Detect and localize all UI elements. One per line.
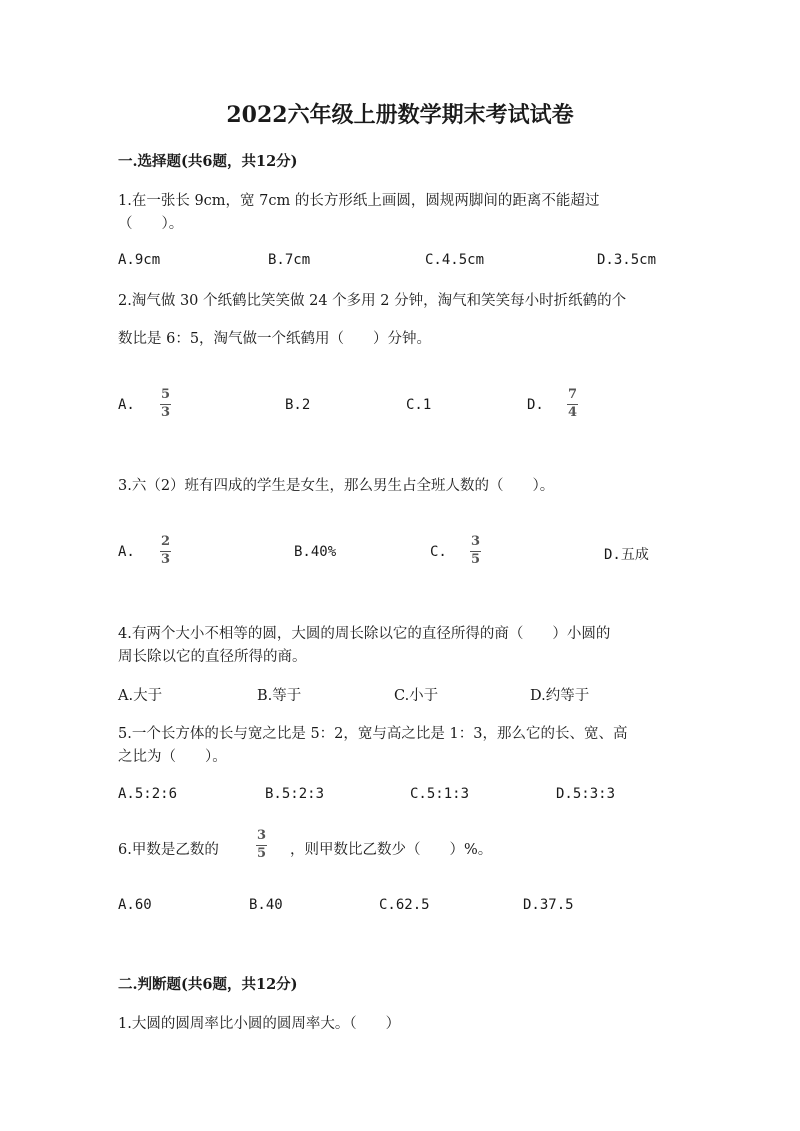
fraction-numerator: 3 [256, 828, 267, 843]
q5-option-b: B.5:2:3 [265, 786, 325, 802]
question-2-text-cont: 数比是 6：5，淘气做一个纸鹤用（ ）分钟。 [118, 331, 432, 347]
judgment-question-1-text: 1.大圆的圆周率比小圆的圆周率大。（ ） [118, 1016, 401, 1032]
q5-option-d: D.5:3:3 [556, 786, 616, 802]
fraction-numerator: 2 [160, 534, 171, 549]
question-6-text-cont: ，则甲数比乙数少（ ）%。 [290, 842, 493, 858]
q3-option-c-fraction [470, 535, 481, 567]
question-1-text-cont: （ ）。 [118, 216, 184, 232]
q3-option-a-fraction [160, 535, 171, 567]
fraction-numerator: 3 [470, 534, 481, 549]
q1-option-c: C.4.5cm [425, 252, 485, 268]
q4-option-a: A.大于 [118, 688, 163, 704]
section-heading: 一.选择题(共6题，共12分) [118, 153, 298, 170]
q4-option-c: C.小于 [394, 688, 439, 704]
q3-option-c: C. [430, 544, 447, 560]
q6-option-a: A.60 [118, 897, 152, 913]
question-4-text: 4.有两个大小不相等的圆，大圆的周长除以它的直径所得的商（ ）小圆的 [118, 626, 611, 642]
q1-option-d: D.3.5cm [597, 252, 657, 268]
fraction-denominator: 5 [256, 846, 267, 861]
q2-option-d: D. [527, 397, 544, 413]
q3-option-b: B.40% [294, 544, 337, 560]
question-1-text: 1.在一张长 9cm，宽 7cm 的长方形纸上画圆，圆规两脚间的距离不能超过 [118, 193, 600, 209]
q5-option-a: A.5:2:6 [118, 786, 178, 802]
q6-option-d: D.37.5 [523, 897, 574, 913]
q6-fraction [256, 829, 267, 861]
q1-option-a: A.9cm [118, 252, 161, 268]
q6-option-b: B.40 [249, 897, 283, 913]
q3-option-d: D.五成 [604, 547, 649, 563]
fraction-denominator: 3 [160, 552, 171, 567]
fraction-denominator: 4 [567, 405, 578, 420]
q2-option-a-fraction [160, 388, 171, 420]
q3-option-a: A. [118, 544, 135, 560]
fraction-denominator: 3 [160, 405, 171, 420]
page-title: 2022六年级上册数学期末考试试卷 [226, 102, 574, 128]
question-6-text: 6.甲数是乙数的 [118, 842, 219, 858]
fraction-numerator: 7 [567, 387, 578, 402]
question-5-text-cont: 之比为（ ）。 [118, 749, 227, 765]
section-heading: 二.判断题(共6题，共12分) [118, 976, 298, 993]
q4-option-b: B.等于 [257, 688, 302, 704]
q2-option-b: B.2 [285, 397, 311, 413]
q2-option-d-fraction [567, 388, 578, 420]
q4-option-d: D.约等于 [530, 688, 590, 704]
fraction-denominator: 5 [470, 552, 481, 567]
question-5-text: 5.一个长方体的长与宽之比是 5：2，宽与高之比是 1：3，那么它的长、宽、高 [118, 726, 628, 742]
fraction-numerator: 5 [160, 387, 171, 402]
q2-option-a: A. [118, 397, 135, 413]
q1-option-b: B.7cm [268, 252, 311, 268]
question-2-text: 2.淘气做 30 个纸鹤比笑笑做 24 个多用 2 分钟，淘气和笑笑每小时折纸鹤的个 [118, 293, 627, 309]
q6-option-c: C.62.5 [379, 897, 430, 913]
q2-option-c: C.1 [406, 397, 432, 413]
question-4-text-cont: 周长除以它的直径所得的商。 [118, 649, 307, 665]
question-3-text: 3.六（2）班有四成的学生是女生，那么男生占全班人数的（ ）。 [118, 478, 555, 494]
q5-option-c: C.5:1:3 [410, 786, 470, 802]
